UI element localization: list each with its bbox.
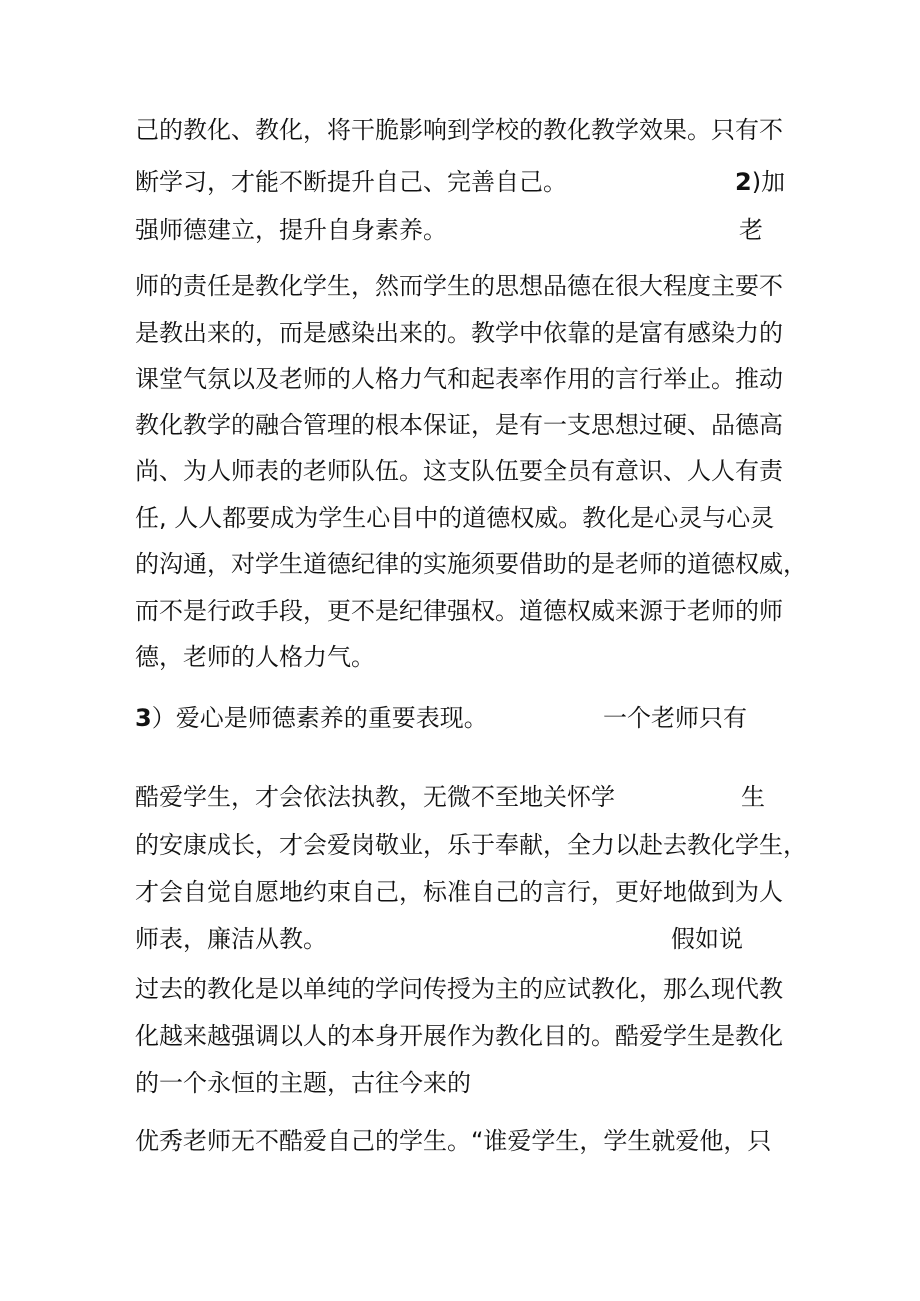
text-line-16 <box>135 876 795 908</box>
text-line-8 <box>135 455 795 487</box>
text-line-21 <box>135 1125 795 1157</box>
item-marker <box>735 166 785 198</box>
line-fragment: 生 <box>741 783 765 811</box>
line-fragment: 一个老师只有 <box>603 704 747 732</box>
line-text: 课堂气氛以及老师的人格力气和起表率作用的言行举止。推动 <box>135 365 783 393</box>
text-line-7 <box>135 409 795 441</box>
line-text: 教化教学的融合管理的根本保证，是有一支思想过硬、品德高 <box>135 411 783 439</box>
text-line-19 <box>135 1020 795 1052</box>
line-text: 己的教化、教化，将干脆影响到学校的教化教学效果。只有不 <box>135 116 783 144</box>
text-line-2 <box>135 166 795 198</box>
text-line-20 <box>135 1067 795 1099</box>
text-line-15 <box>135 829 807 861</box>
item-number: 2 <box>735 168 752 196</box>
line-fragment: 老 <box>739 216 763 244</box>
line-text: 而不是行政手段，更不是纪律强权。道德权威来源于老师的师 <box>135 597 783 625</box>
line-text: 酷爱学生，才会依法执教，无微不至地关怀学 <box>135 783 615 811</box>
item-bracket: ） <box>151 704 176 732</box>
line-text: 尚、为人师表的老师队伍。这支队伍要全员有意识、人人有责 <box>135 457 783 485</box>
text-line-4 <box>135 270 795 302</box>
line-text: 的沟通，对学生道德纪律的实施须要借助的是老师的道德权威， <box>135 550 807 578</box>
text-line-10 <box>135 548 807 580</box>
text-line-18 <box>135 973 795 1005</box>
line-text: 爱心是师德素养的重要表现。 <box>175 704 488 732</box>
line-text: 过去的教化是以单纯的学问传授为主的应试教化，那么现代教 <box>135 975 783 1003</box>
line-text: 才会自觉自愿地约束自己，标准自己的言行，更好地做到为人 <box>135 878 783 906</box>
text-line-12 <box>135 641 795 673</box>
line-fragment: 假如说 <box>671 925 743 953</box>
line-text: 的安康成长，才会爱岗敬业，乐于奉献，全力以赴去教化学生， <box>135 831 807 859</box>
text-line-6 <box>135 363 795 395</box>
line-text: 师表，廉洁从教。 <box>135 925 327 953</box>
line-text: 强师德建立，提升自身素养。 <box>135 216 447 244</box>
line-text: 化越来越强调以人的本身开展作为教化目的。酷爱学生是教化 <box>135 1022 783 1050</box>
text-line-11 <box>135 595 795 627</box>
line-text: 断学习，才能不断提升自己、完善自己。 <box>135 168 567 196</box>
text-line-3 <box>135 214 795 246</box>
text-line-1 <box>135 114 795 146</box>
line-text: 是教出来的，而是感染出来的。教学中依靠的是富有感染力的 <box>135 319 783 347</box>
line-text: 德，老师的人格力气。 <box>135 643 375 671</box>
text-line-14 <box>135 781 795 813</box>
text-line-13 <box>135 702 795 734</box>
text-line-17 <box>135 923 795 955</box>
text-line-5 <box>135 317 795 349</box>
item-number: 3 <box>135 704 152 732</box>
line-text: 优秀老师无不酷爱自己的学生。“谁爱学生，学生就爱他，只 <box>135 1127 772 1155</box>
line-text: 师的责任是教化学生，然而学生的思想品德在很大程度主要不 <box>135 272 783 300</box>
text-line-9 <box>135 502 795 534</box>
line-text: 的一个永恒的主题，古往今来的 <box>135 1069 471 1097</box>
line-text: 任, 人人都要成为学生心目中的道德权威。教化是心灵与心灵 <box>135 504 775 532</box>
item-continuation: )加 <box>751 168 786 196</box>
